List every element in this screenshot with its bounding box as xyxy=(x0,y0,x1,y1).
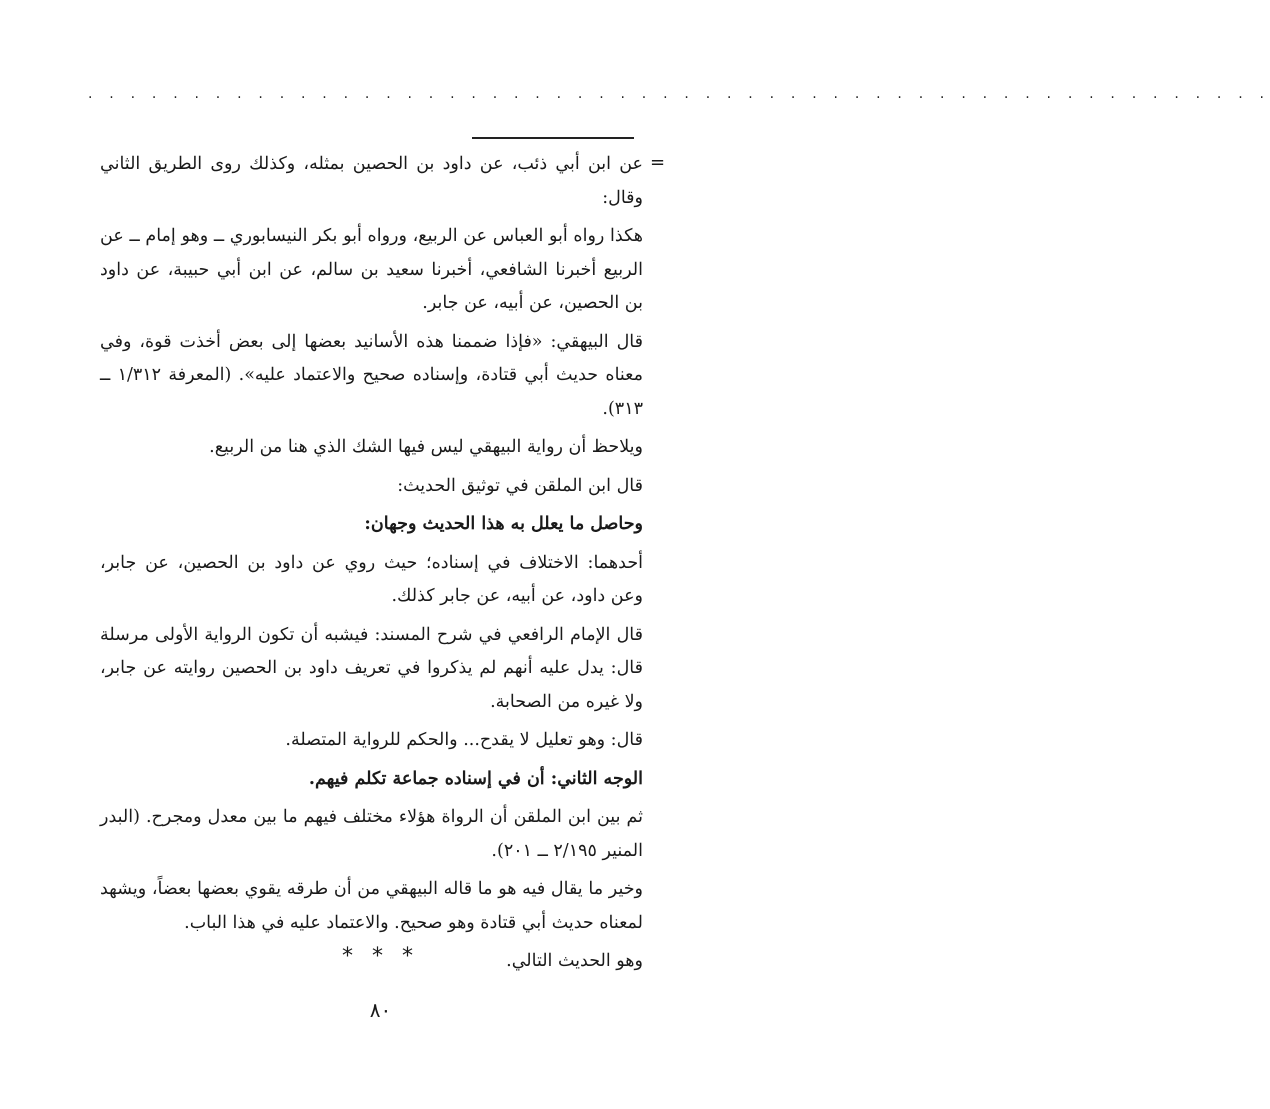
paragraph: قال البيهقي: «فإذا ضممنا هذه الأسانيد بعضها إلى بعض أخذت قوة، وفي معناه حديث أبي قتادة، وإسناده صحيح والاعتماد عليه». (المعرفة ١/٣١٢ ــ ٣١٣). xyxy=(100,331,643,419)
paragraph: قال: وهو تعليل لا يقدح... والحكم للرواية المتصلة. xyxy=(285,730,643,750)
paragraph: قال ابن الملقن في توثيق الحديث: xyxy=(397,475,643,496)
paragraph: وهو الحديث التالي. xyxy=(506,951,643,971)
paragraph: قال الإمام الرافعي في شرح المسند: فيشبه أن تكون الرواية الأولى مرسلة قال: يدل عليه أنهم لم يذكروا في تعريف داود بن الحصين روايته عن جابر، ولا غيره من الصحابة. xyxy=(100,624,643,712)
paragraph-heading: وحاصل ما يعلل به هذا الحديث وجهان: xyxy=(364,514,643,534)
paragraph: عن ابن أبي ذئب، عن داود بن الحصين بمثله، وكذلك روى الطريق الثاني وقال: xyxy=(100,154,643,208)
paragraph: ثم بين ابن الملقن أن الرواة هؤلاء مختلف فيهم ما بين معدل ومجرح. (البدر المنير ٢/١٩٥ ــ ٢٠١). xyxy=(100,807,643,861)
section-separator: * * * xyxy=(342,944,419,969)
paragraph: وخير ما يقال فيه هو ما قاله البيهقي من أن طرقه يقوي بعضها بعضاً، ويشهد لمعناه حديث أبي قتادة وهو صحيح. والاعتماد عليه في هذا الباب. xyxy=(100,879,643,933)
footnote-separator-rule xyxy=(472,137,634,139)
page-number: ٨٠ xyxy=(369,998,392,1022)
footnote-body xyxy=(100,148,643,979)
header-dotted-line: . . . . . . . . . . . . . . . . . . . . . . . . . . . . . . . . . . . . . . . . . . . . . . . . . . . . . . . . xyxy=(88,86,1270,102)
paragraph: هكذا رواه أبو العباس عن الربيع، ورواه أبو بكر النيسابوري ــ وهو إمام ــ عن الربيع أخبرنا الشافعي، أخبرنا سعيد بن سالم، عن ابن أبي حبيبة، عن داود بن الحصين، عن أبيه، عن جابر. xyxy=(100,226,643,313)
paragraph: أحدهما: الاختلاف في إسناده؛ حيث روي عن داود بن الحصين، عن جابر، وعن داود، عن أبيه، عن جابر كذلك. xyxy=(100,552,643,606)
paragraph: ويلاحظ أن رواية البيهقي ليس فيها الشك الذي هنا من الربيع. xyxy=(209,437,643,457)
footnote-continuation-marker: = xyxy=(650,152,666,173)
paragraph-heading: الوجه الثاني: أن في إسناده جماعة تكلم فيهم. xyxy=(308,768,643,789)
